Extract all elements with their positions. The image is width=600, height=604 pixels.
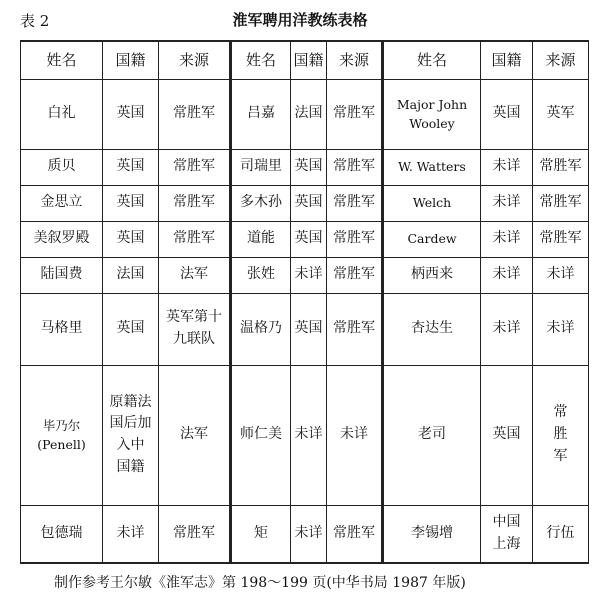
table-cell: 英国 <box>103 79 159 149</box>
table-cell: 常胜军 <box>327 221 383 257</box>
header-cell: 国籍 <box>481 41 533 79</box>
table-cell: 矩 <box>231 505 291 563</box>
instructor-table <box>20 40 589 564</box>
table-cell: 常胜军 <box>533 221 589 257</box>
table-cell: 常胜军 <box>159 505 231 563</box>
table-cell: 白礼 <box>21 79 103 149</box>
header-row <box>21 41 589 79</box>
table-cell: 未详 <box>291 257 327 293</box>
header-cell: 来源 <box>533 41 589 79</box>
table-cell: 美叙罗殿 <box>21 221 103 257</box>
table-cell: 多木孙 <box>231 185 291 221</box>
table-label: 表 2 <box>20 12 50 30</box>
table-cell: 英国 <box>103 221 159 257</box>
table-cell: 师仁美 <box>231 365 291 505</box>
table-cell: 英国 <box>103 149 159 185</box>
table-cell: 杏达生 <box>383 293 481 365</box>
table-row <box>21 365 589 505</box>
table-cell: 中国 上海 <box>481 505 533 563</box>
table-cell: 司瑞里 <box>231 149 291 185</box>
table-cell: 未详 <box>103 505 159 563</box>
table-row <box>21 79 589 149</box>
table-cell: 法国 <box>103 257 159 293</box>
table-row <box>21 293 589 365</box>
table-cell: 未详 <box>327 365 383 505</box>
table-cell: 常胜军 <box>159 149 231 185</box>
table-row <box>21 185 589 221</box>
table-cell: 法军 <box>159 365 231 505</box>
table-cell: 质贝 <box>21 149 103 185</box>
table-cell: 常 胜 军 <box>533 365 589 505</box>
table-cell: 英军 <box>533 79 589 149</box>
table-cell: 法国 <box>291 79 327 149</box>
table-row <box>21 149 589 185</box>
table-cell: 英国 <box>481 365 533 505</box>
table-cell: 温格乃 <box>231 293 291 365</box>
header-cell: 姓名 <box>383 41 481 79</box>
table-cell: 毕乃尔 (Penell) <box>21 365 103 505</box>
table-cell: 未详 <box>533 293 589 365</box>
table-cell: 未详 <box>481 185 533 221</box>
table-cell: Cardew <box>383 221 481 257</box>
table-cell: 道能 <box>231 221 291 257</box>
table-cell: 马格里 <box>21 293 103 365</box>
table-cell: 老司 <box>383 365 481 505</box>
header-cell: 来源 <box>327 41 383 79</box>
table-cell: 吕嘉 <box>231 79 291 149</box>
table-cell: 常胜军 <box>159 221 231 257</box>
table-title: 淮军聘用洋教练表格 <box>232 11 368 29</box>
table-cell: 英国 <box>481 79 533 149</box>
table-row <box>21 221 589 257</box>
table-row <box>21 505 589 563</box>
table-cell: 常胜军 <box>327 293 383 365</box>
table-row <box>21 257 589 293</box>
table-cell: 英国 <box>291 149 327 185</box>
table-cell: 未详 <box>291 505 327 563</box>
table-cell: 未详 <box>481 149 533 185</box>
table-cell: 英国 <box>291 221 327 257</box>
table-cell: 常胜军 <box>327 79 383 149</box>
header-cell: 国籍 <box>103 41 159 79</box>
table-cell: Welch <box>383 185 481 221</box>
table-cell: 英国 <box>291 185 327 221</box>
header-cell: 国籍 <box>291 41 327 79</box>
source-note: 制作参考王尔敏《淮军志》第 198～199 页(中华书局 1987 年版) <box>54 575 466 591</box>
table-cell: 金思立 <box>21 185 103 221</box>
table-cell: 常胜军 <box>327 505 383 563</box>
table-cell: 柄西来 <box>383 257 481 293</box>
table-cell: 英军第十 九联队 <box>159 293 231 365</box>
header-cell: 姓名 <box>231 41 291 79</box>
table-cell: 常胜军 <box>159 79 231 149</box>
table-cell: 常胜军 <box>327 149 383 185</box>
table-cell: W. Watters <box>383 149 481 185</box>
table-cell: 常胜军 <box>327 257 383 293</box>
header-cell: 姓名 <box>21 41 103 79</box>
table-cell: 陆国费 <box>21 257 103 293</box>
table-cell: 未详 <box>533 257 589 293</box>
table-cell: 未详 <box>481 257 533 293</box>
header-cell: 来源 <box>159 41 231 79</box>
table-cell: 常胜军 <box>533 185 589 221</box>
table-cell: 行伍 <box>533 505 589 563</box>
table-cell: 原籍法 国后加 入中 国籍 <box>103 365 159 505</box>
table-cell: 英国 <box>291 293 327 365</box>
table-cell: 常胜军 <box>533 149 589 185</box>
table-cell: 李锡增 <box>383 505 481 563</box>
table-cell: 未详 <box>481 221 533 257</box>
table-cell: 未详 <box>291 365 327 505</box>
table-cell: 张姓 <box>231 257 291 293</box>
table-cell: 常胜军 <box>159 185 231 221</box>
table-cell: 英国 <box>103 185 159 221</box>
table-cell: 英国 <box>103 293 159 365</box>
table-cell: 常胜军 <box>327 185 383 221</box>
table-cell: 法军 <box>159 257 231 293</box>
table-cell: 未详 <box>481 293 533 365</box>
table-cell: 包德瑞 <box>21 505 103 563</box>
table-cell: Major John Wooley <box>383 79 481 149</box>
